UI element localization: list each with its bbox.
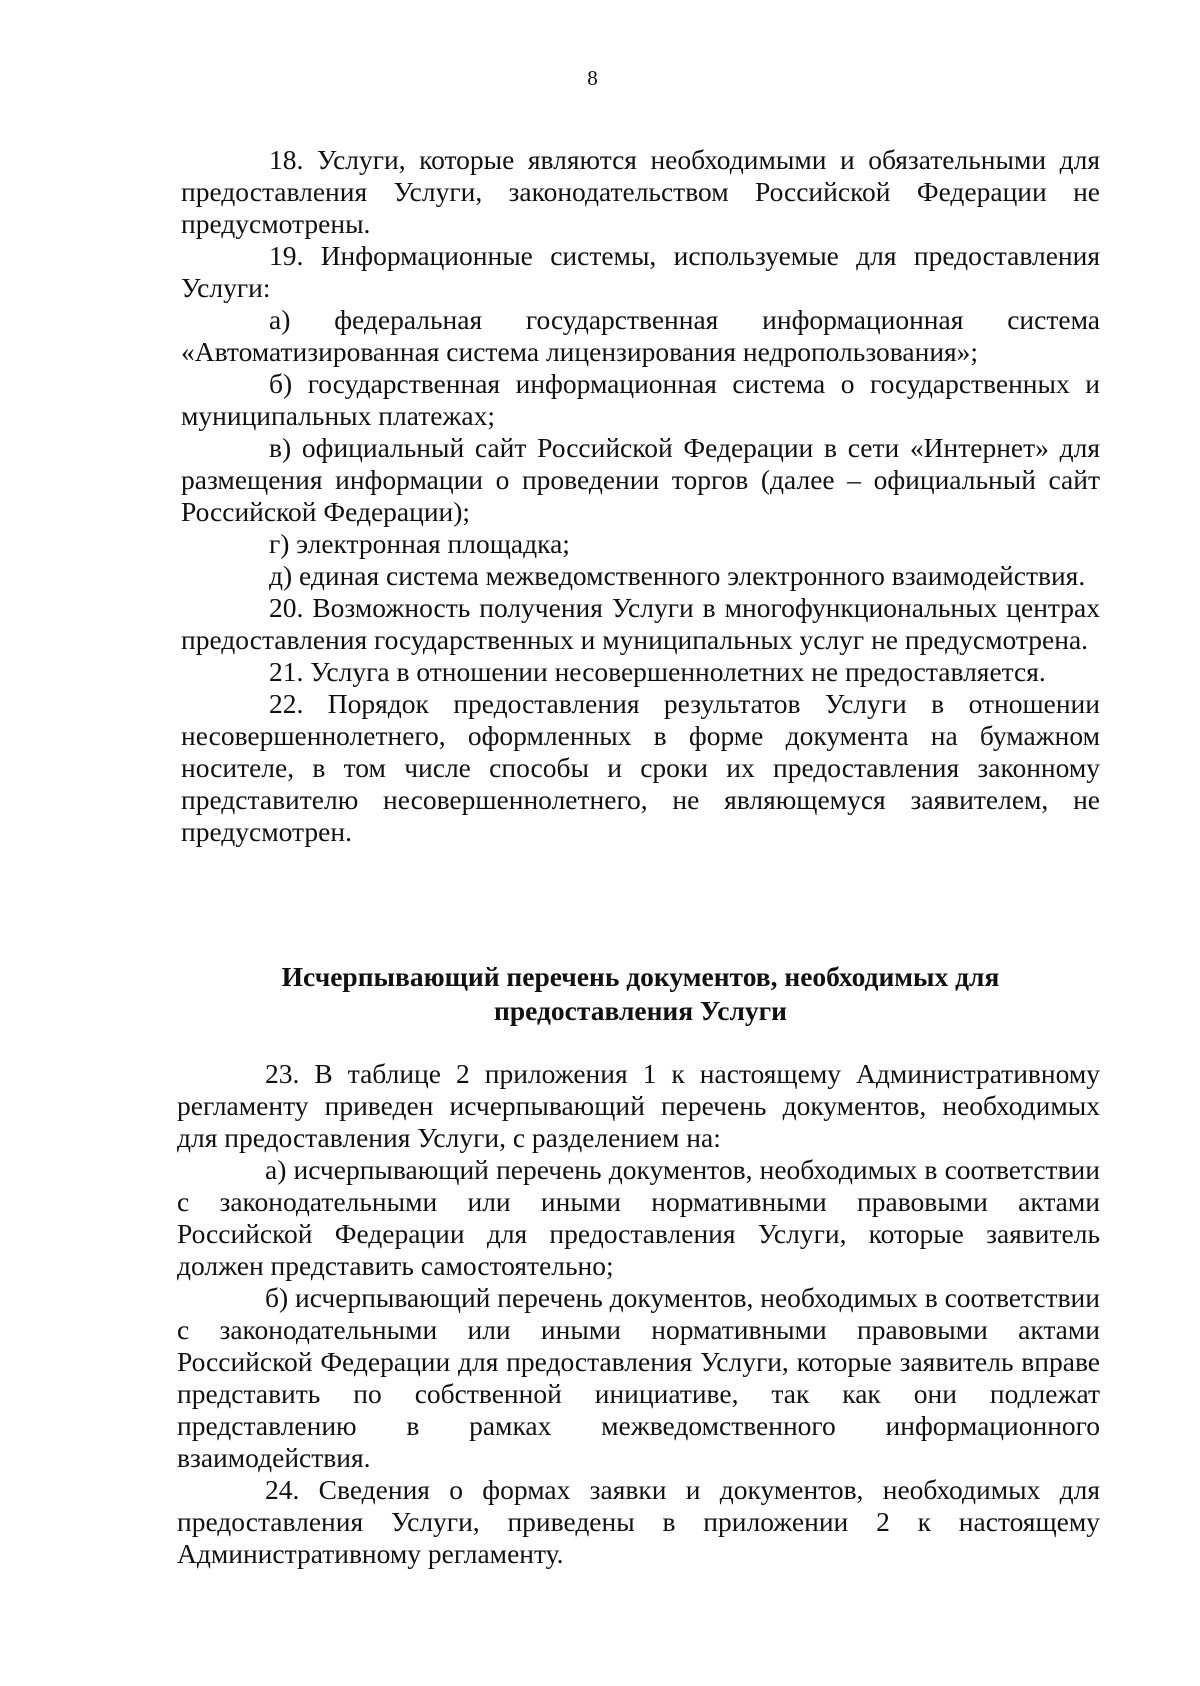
paragraph-18: 18. Услуги, которые являются необходимыми и обязательными для предоставления Услуги, законодательством Российской Федерации не предусмотрены. xyxy=(181,144,1100,239)
paragraph-20: 20. Возможность получения Услуги в многофункциональных центрах предоставления государственных и муниципальных услуг не предусмотрена. xyxy=(181,592,1100,655)
section-heading-line-1: Исчерпывающий перечень документов, необходимых для xyxy=(281,961,1000,992)
section-heading xyxy=(181,960,1100,1028)
paragraph-23b: б) исчерпывающий перечень документов, необходимых в соответствии с законодательными или иными нормативными правовыми актами Российской Федерации для предоставления Услуги, которые заявитель вправе представить по собственной инициативе, так как они подлежат представлению в рамках межведомственного информационного взаимодействия. xyxy=(177,1282,1100,1473)
paragraph-19a: а) федеральная государственная информационная система «Автоматизированная система лицензирования недропользования»; xyxy=(181,304,1100,367)
page-number: 8 xyxy=(587,66,598,90)
paragraph-19g: г) электронная площадка; xyxy=(269,528,570,559)
body-text-top xyxy=(181,144,1100,848)
section-heading-line-2: предоставления Услуги xyxy=(494,995,787,1026)
paragraph-23a: а) исчерпывающий перечень документов, необходимых в соответствии с законодательными или иными нормативными правовыми актами Российской Федерации для предоставления Услуги, которые заявитель должен представить самостоятельно; xyxy=(177,1154,1100,1281)
paragraph-19: 19. Информационные системы, используемые для предоставления Услуги: xyxy=(181,240,1100,303)
paragraph-24: 24. Сведения о формах заявки и документов, необходимых для предоставления Услуги, приведены в приложении 2 к настоящему Административному регламенту. xyxy=(177,1474,1100,1569)
paragraph-23: 23. В таблице 2 приложения 1 к настоящему Административному регламенту приведен исчерпывающий перечень документов, необходимых для предоставления Услуги, с разделением на: xyxy=(177,1058,1100,1153)
paragraph-19b: б) государственная информационная система о государственных и муниципальных платежах; xyxy=(181,368,1100,431)
paragraph-19v: в) официальный сайт Российской Федерации в сети «Интернет» для размещения информации о проведении торгов (далее – официальный сайт Российской Федерации); xyxy=(181,432,1100,527)
paragraph-19d: д) единая система межведомственного электронного взаимодействия. xyxy=(269,560,1086,591)
paragraph-21: 21. Услуга в отношении несовершеннолетних не предоставляется. xyxy=(269,656,1046,687)
paragraph-22: 22. Порядок предоставления результатов Услуги в отношении несовершеннолетнего, оформленных в форме документа на бумажном носителе, в том числе способы и сроки их предоставления законному представителю несовершеннолетнего, не являющемуся заявителем, не предусмотрен. xyxy=(181,688,1100,847)
body-text-bottom xyxy=(177,1058,1100,1570)
